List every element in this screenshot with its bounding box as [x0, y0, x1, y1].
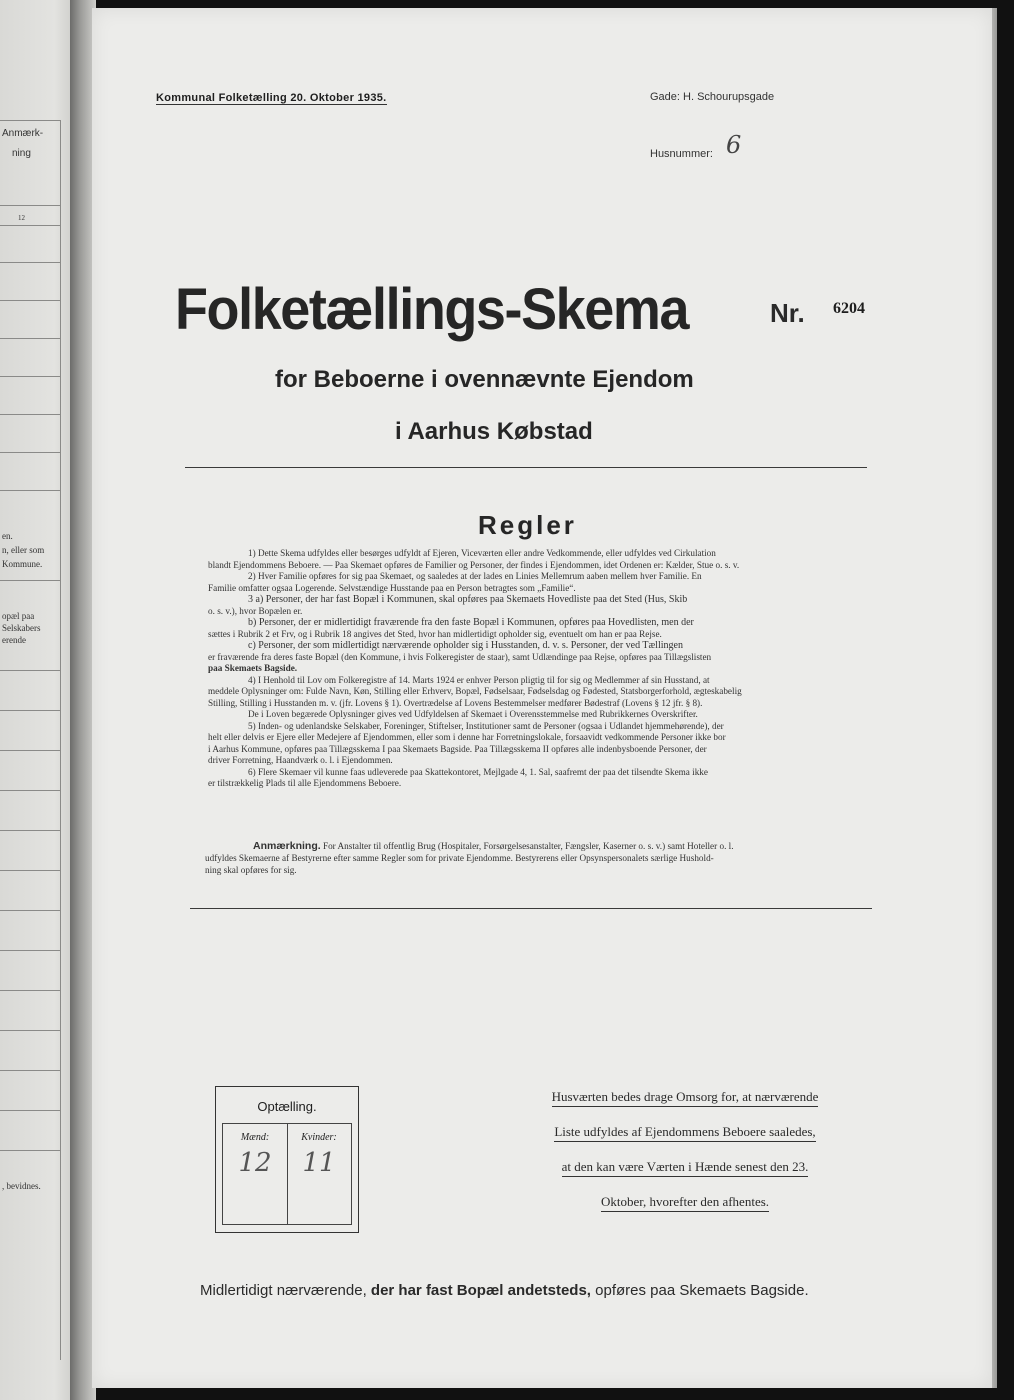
- remark-text: udfyldes Skemaerne af Bestyrerne efter samme Regler som for private Ejendomme. Bestyrerens eller Opsynspersonalets særlige Hushold-: [205, 853, 714, 863]
- rule-line: helt eller delvis er Ejere eller Medejere af Ejendommen, eller som i denne har Forretningslokale, forsaavidt vedkommende Personer ikke bor: [208, 732, 726, 742]
- rule-line: driver Forretning, Haandværk o. l. i Ejendommen.: [208, 755, 393, 765]
- street-label: Gade:: [650, 91, 680, 103]
- rule-line: c) Personer, der som midlertidigt nærværende opholder sig i Husstanden, d. v. s. Personer, der ved Tællingen: [248, 640, 683, 651]
- rule-line: 5) Inden- og udenlandske Selskaber, Foreninger, Stiftelser, Institutioner samt de Personer (ogsaa i Udlandet hjemmehørende), der: [248, 720, 724, 731]
- form-number-label: Nr.: [770, 298, 805, 328]
- men-count: 12: [238, 1148, 272, 1178]
- form-title: Folketællings-Skema: [175, 277, 689, 342]
- left-snippet: opæl paa: [2, 611, 35, 621]
- rule-line: er tilstrækkelig Plads til alle Ejendommens Beboere.: [208, 778, 402, 788]
- rule-line: i Aarhus Kommune, opføres paa Tillægsskema I paa Skemaets Bagside. Paa Tillægsskema II opføres alle indenbysboende Personer, der: [208, 743, 707, 754]
- form-number-value: 6204: [833, 300, 865, 317]
- left-header-word: ning: [12, 148, 31, 159]
- left-column-number: 12: [18, 214, 25, 222]
- rule-line: 4) I Henhold til Lov om Folkeregistre af 14. Marts 1924 er enhver Person pligtig til for sig og Medlemmer af sin Husstand, at: [248, 674, 710, 685]
- left-snippet: Kommune.: [2, 559, 43, 569]
- census-header: [156, 92, 387, 104]
- women-count: 11: [302, 1148, 336, 1178]
- notice-line: Oktober, hvorefter den afhentes.: [601, 1194, 769, 1212]
- footer-bold: der har fast Bopæl andetsteds,: [370, 1282, 591, 1299]
- remark-label: Anmærkning.: [253, 840, 321, 852]
- divider: [190, 908, 872, 909]
- street-value: H. Schourupsgade: [683, 91, 775, 103]
- footer-note: [200, 1282, 809, 1299]
- tally-title: Optælling.: [257, 1099, 317, 1114]
- footer-suffix: opføres paa Skemaets Bagside.: [595, 1282, 809, 1299]
- form-subtitle: for Beboerne i ovennævnte Ejendom: [275, 366, 694, 393]
- rule-line: er fraværende fra deres faste Bopæl (den Kommune, i hvis Folkeregister de staar), samt Udlændinge paa Rejse, opføres paa Tillægslisten: [208, 651, 712, 662]
- street-field: [650, 91, 774, 103]
- notice-line: Husværten bedes drage Omsorg for, at nærværende: [552, 1089, 819, 1107]
- remark-section: [205, 840, 865, 876]
- tally-box: [215, 1086, 359, 1233]
- rule-line: 1) Dette Skema udfyldes eller besørges udfyldt af Ejeren, Viceværten eller andre Vedkommende, eller udfyldes ved Cirkulation: [248, 548, 716, 558]
- left-snippet: n, eller som: [2, 545, 45, 555]
- rule-line: meddele Oplysninger om: Fulde Navn, Køn, Stilling eller Erhverv, Bopæl, Fødselsaar, Fødselsdag og Fødested, Statsborgerforhold, ægteskabelig: [208, 686, 742, 696]
- women-label: Kvinder:: [301, 1132, 337, 1143]
- left-snippet: Selskabers: [2, 623, 41, 633]
- remark-text: ning skal opføres for sig.: [205, 865, 297, 875]
- rule-line: sættes i Rubrik 2 et Frv, og i Rubrik 18 angives det Sted, hvor han midlertidigt opholder sig, eventuelt om han er paa Rejse.: [208, 628, 662, 639]
- notice-line: Liste udfyldes af Ejendommens Beboere saaledes,: [554, 1124, 815, 1142]
- divider: [185, 467, 867, 468]
- footer-prefix: Midlertidigt nærværende,: [200, 1282, 367, 1299]
- rule-line: o. s. v.), hvor Bopælen er.: [208, 605, 303, 616]
- rule-line: b) Personer, der er midlertidigt fraværende fra den faste Bopæl i Kommunen, opføres paa Hovedlisten, men der: [248, 617, 694, 628]
- rule-line: paa Skemaets Bagside.: [208, 663, 298, 673]
- left-facing-page: [0, 0, 78, 1400]
- rule-line: Stilling, Stilling i Husstanden m. v. (jfr. Lovens § 1). Overtrædelse af Lovens Bestemmelser medfører Bødestraf (Lovens § 12 jfr. § 8).: [208, 697, 703, 708]
- landlord-notice: [510, 1088, 860, 1228]
- left-header-word: Anmærk-: [2, 128, 44, 139]
- tally-grid: [222, 1123, 352, 1225]
- rule-line: 3 a) Personer, der har fast Bopæl i Kommunen, skal opføres paa Skemaets Hovedliste paa det Sted (Hus, Skib: [248, 594, 688, 605]
- left-snippet: en.: [2, 531, 13, 541]
- house-number-value: 6: [726, 131, 742, 159]
- notice-line: at den kan være Værten i Hænde senest den 23.: [562, 1159, 809, 1177]
- remark-text: For Anstalter til offentlig Brug (Hospitaler, Forsørgelsesanstalter, Fængsler, Kaserner o. s. v.) samt Hoteller o. l.: [322, 841, 734, 851]
- house-number-field: [650, 131, 742, 163]
- men-label: Mænd:: [240, 1132, 270, 1143]
- rule-line: 6) Flere Skemaer vil kunne faas udleverede paa Skattekontoret, Mejlgade 4, 1. Sal, saafremt der paa det tilsendte Skema ikke: [248, 766, 708, 777]
- left-snippet: erende: [2, 635, 26, 645]
- house-number-label: Husnummer:: [650, 148, 713, 160]
- rule-line: Familie omfatter ogsaa Logerende. Selvstændige Husstande paa en Person betragtes som „Familie“.: [208, 582, 576, 593]
- rule-line: 2) Hver Familie opføres for sig paa Skemaet, og saaledes at der lades en Linies Mellemrum aaben mellem hver Familie. En: [248, 571, 702, 581]
- rules-list: [208, 548, 853, 790]
- rule-line: De i Loven begærede Oplysninger gives ved Udfyldelsen af Skemaet i Overensstemmelse med Rubrikkernes Overskrifter.: [248, 709, 698, 719]
- left-snippet: , bevidnes.: [2, 1181, 41, 1191]
- rules-heading: Regler: [478, 510, 577, 540]
- rule-line: blandt Ejendommens Beboere. — Paa Skemaet opføres de Familier og Personer, der findes i Ejendommen, idet Ordenen er: Kælder, Stue o. s. v.: [208, 559, 740, 570]
- form-subtitle-city: i Aarhus Købstad: [395, 418, 593, 445]
- census-header-text: Kommunal Folketælling 20. Oktober 1935.: [156, 92, 387, 104]
